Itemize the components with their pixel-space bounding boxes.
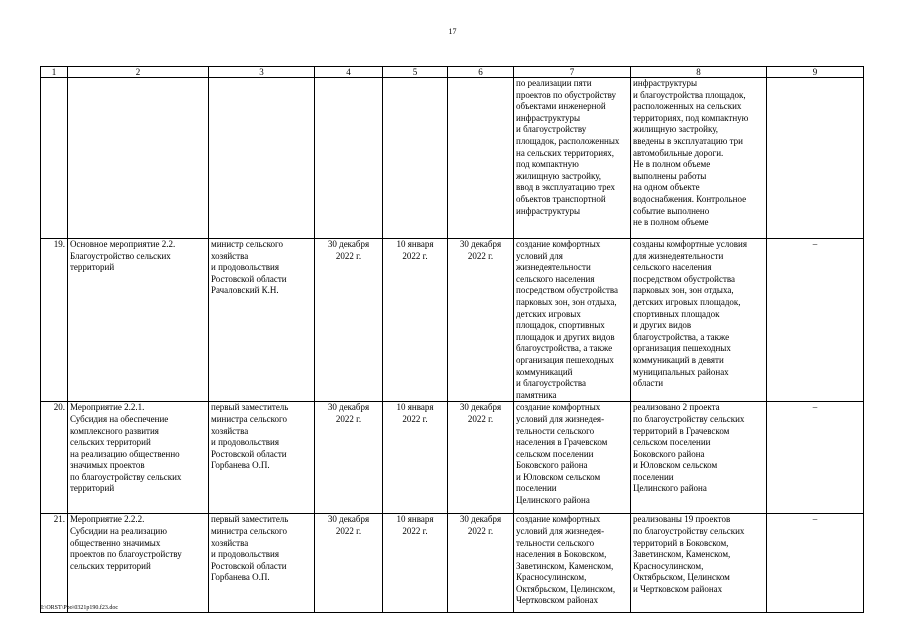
column-header: 6 <box>448 67 514 78</box>
row-number: 20. <box>41 402 68 514</box>
column-header: 5 <box>383 67 448 78</box>
expected-result-cell: создание комфортных условий для жизнедеятельности сельского населения посредством обустройства парковых зон, зон отдыха, детских игровых площадок, спортивных площадок и других видов благоустройства, а также организация пешеходных коммуникаций и благоустройства памятника <box>514 239 631 402</box>
column-number-row <box>41 67 864 78</box>
actual-result-cell: созданы комфортные условия для жизнедеятельности сельского населения посредством обустройства парковых зон, зон отдыха, детских игровых площадок, спортивных площадок и других видов благоустройства, а также организация пешеходных коммуникаций в девяти муниципальных районах области <box>631 239 767 402</box>
date-end-cell: 30 декабря 2022 г. <box>448 402 514 514</box>
expected-result-cell: создание комфортных условий для жизнедея- тельности сельского населения в Грачевском сельском поселении Боковского района и Юловском сельском поселении Целинского района <box>514 402 631 514</box>
responsible-cell: первый заместитель министра сельского хозяйства и продовольствия Ростовской области Горбанева О.П. <box>209 514 315 613</box>
column-header: 2 <box>68 67 209 78</box>
table-row <box>41 514 864 613</box>
date-plan-cell: 30 декабря 2022 г. <box>315 514 383 613</box>
page-number: 17 <box>448 27 457 36</box>
actual-result-cell: реализованы 19 проектов по благоустройству сельских территорий в Боковском, Заветинском, Каменском, Красносулинском, Октябрьском, Целинском и Чертковском районах <box>631 514 767 613</box>
note-cell: – <box>767 239 864 402</box>
date-start-cell: 10 января 2022 г. <box>383 514 448 613</box>
date-plan-cell: 30 декабря 2022 г. <box>315 239 383 402</box>
date-start-cell: 10 января 2022 г. <box>383 402 448 514</box>
actual-result-cell: реализовано 2 проекта по благоустройству сельских территорий в Грачевском сельском поселении Боковского района и Юловском сельском поселении Целинского района <box>631 402 767 514</box>
expected-result-cell: по реализации пяти проектов по обустройству объектами инженерной инфраструктуры и благоустройству площадок, расположенных на сельских территориях, под компактную жилищную застройку, ввод в эксплуатацию трех объектов транспортной инфраструктуры <box>514 78 631 239</box>
date-plan-cell: 30 декабря 2022 г. <box>315 402 383 514</box>
measure-name-cell: Мероприятие 2.2.2. Субсидии на реализацию общественно значимых проектов по благоустройству сельских территорий <box>68 514 209 613</box>
responsible-cell: министр сельского хозяйства и продовольствия Ростовской области Рачаловский К.Н. <box>209 239 315 402</box>
responsible-cell: первый заместитель министра сельского хозяйства и продовольствия Ростовской области Горбанева О.П. <box>209 402 315 514</box>
column-header: 7 <box>514 67 631 78</box>
date-start-cell: 10 января 2022 г. <box>383 239 448 402</box>
note-cell: – <box>767 402 864 514</box>
date-end-cell: 30 декабря 2022 г. <box>448 239 514 402</box>
column-header: 1 <box>41 67 68 78</box>
measure-name-cell: Основное мероприятие 2.2. Благоустройство сельских территорий <box>68 239 209 402</box>
table-row-continuation <box>41 78 864 239</box>
column-header: 3 <box>209 67 315 78</box>
table-row <box>41 239 864 402</box>
actual-result-cell: инфраструктуры и благоустройства площадок, расположенных на сельских территориях, под компактную жилищную застройку, введены в эксплуатацию три автомобильные дороги. Не в полном объеме выполнены работы на одном объекте водоснабжения. Контрольное событие выполнено не в полном объеме <box>631 78 767 239</box>
date-end-cell: 30 декабря 2022 г. <box>448 514 514 613</box>
row-number: 19. <box>41 239 68 402</box>
column-header: 9 <box>767 67 864 78</box>
file-path-footer: I:\ORST\Ppo\0321p190.f23.doc <box>41 605 119 611</box>
table-row <box>41 402 864 514</box>
measure-name-cell: Мероприятие 2.2.1. Субсидия на обеспечение комплексного развития сельских территорий на реализацию общественно значимых проектов по благоустройству сельских территорий <box>68 402 209 514</box>
column-header: 8 <box>631 67 767 78</box>
row-number: 21. <box>41 514 68 613</box>
note-cell: – <box>767 514 864 613</box>
report-table <box>40 66 864 613</box>
column-header: 4 <box>315 67 383 78</box>
expected-result-cell: создание комфортных условий для жизнедея- тельности сельского населения в Боковском, Заветинском, Каменском, Красносулинском, Октябрьском, Целинском, Чертковском районах <box>514 514 631 613</box>
